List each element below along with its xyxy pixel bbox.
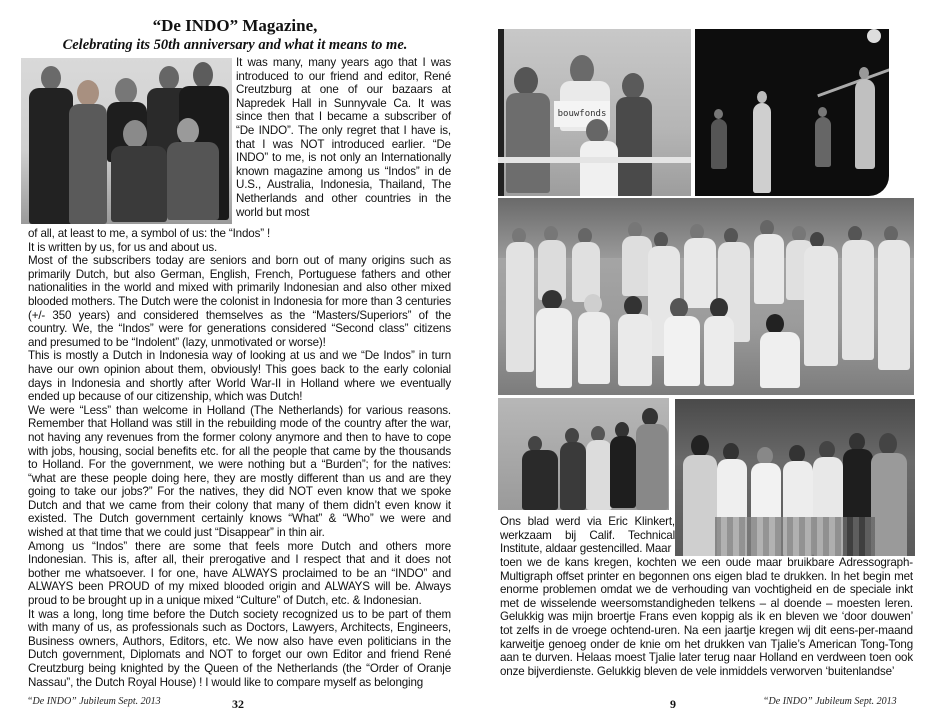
- caption-intro-text: Ons blad werd via Eric Klinkert, werkzaam bij Calif. Technical Institute, aldaar gestencilled. Maar: [500, 515, 675, 556]
- paragraph: It was a long, long time before the Dutch society recognized us to be part of them with many of us, as professionals such as Doctors, Lawyers, Architects, Engineers, Business owners, Authors, Editors, etc. We now also have even politicians in the Dutch government, Diplomats and NOT to forget our own Editor and friend René Creutzburg being knighted by the Queen of the Netherlands (the “Order of Oranje Nassau”, the Dutch Royal House) ! I would like to compare myself as belonging: [28, 607, 451, 689]
- lead-paragraph: [236, 56, 451, 219]
- photo-choir-singing: [498, 398, 669, 510]
- paragraph: of all, at least to me, a symbol of us: the “Indos” !: [28, 227, 271, 240]
- group-photo-seven-people: [21, 58, 232, 224]
- photo-children-fundraiser: [498, 29, 691, 196]
- photo-group-traditional-dress: [675, 399, 915, 556]
- article-subtitle: Celebrating its 50th anniversary and what it means to me.: [62, 37, 408, 53]
- article-body: [28, 227, 451, 689]
- sign-bouwfonds: bouwfonds: [554, 101, 610, 127]
- page-number: 9: [670, 697, 676, 711]
- photo-volleyball-game: [695, 29, 889, 196]
- caption-intro: [500, 515, 675, 556]
- page-number: 32: [232, 697, 244, 711]
- footer-caption: “De INDO” Jubileum Sept. 2013: [27, 696, 161, 707]
- caption-continued-text: toen we de kans kregen, kochten we een oude maar bruikbare Adressograph-Multigraph offset printer en begonnen ons eigen blad te drukken. In het begin met enorme problemen omdat we de verhouding van vochtigheid en de speciale inkt met de wisselende weersomstandigheden telkens – al doende – moesten leren. Gelukkig was mijn broertje Frans even koppig als ik en bleven we ‘door douwen’ tot zelfs in de vroege ochtend-uren. Na een jaartje kregen wij dit eens-per-maand karweitje genoeg onder de knie om het drukken van Tjalie’s American Tong-Tong aan te durven. Helaas moest Tjalie later terug naar Holland en verdween toen ook onze bijverdienste. Gelukkig bleven de vele inmiddels verworven ‘buitenlandse’: [500, 556, 913, 678]
- paragraph: Among us “Indos” there are some that feels more Dutch and others more Indonesian. This is, after all, their prerogative and I respect that and it does not bother me whatsoever. I for one, have ALWAYS proclaimed to be an “INDO” and ALWAYS been PROUD of my mixed blooded origin and ALWAYS will be. Always proud to be brought up in a unique mixed “Culture” of Dutch, etc. & Indonesian.: [28, 539, 451, 608]
- paragraph: We were “Less” than welcome in Holland (The Netherlands) for various reasons. Remember that Holland was still in the rebuilding mode of the country after the war, not having any revenues from the former colony anymore and then to have to cope with jobs, housing, social benefits etc. for all the people that came by the thousands to Holland. For the government, we were nothing but a “Burden”; for the natives: “what are these people doing here, they are mostly different than us and are they going to take our jobs?” For the natives, they did NOT even know that we spoke Dutch and that we came from their colony that many of them didn’t even know it existed. The Dutch government certainly knows “What” & “Who” we were and wished at that time that we could just “Disappear” in thin air.: [28, 403, 451, 540]
- footer-caption: “De INDO” Jubileum Sept. 2013: [763, 696, 897, 707]
- paragraph: This is mostly a Dutch in Indonesia way of looking at us and we “De Indos” in turn have our own opinion about them, obviously! This goes back to the early colonial days in Indonesia and shortly after World War-II in Holland where we eventually ended up because of our citizenship, which was Dutch!: [28, 349, 451, 404]
- caption-continued: [500, 556, 913, 678]
- article-title: “De INDO” Magazine,: [152, 16, 318, 35]
- paragraph: Most of the subscribers today are seniors and born out of many origins such as primarily Dutch, but also German, English, French, Portuguese fathers and other nationalities in the world and mixed with primarily Indonesian and also other mixed blooded mothers. The Dutch were the colonist in Indonesia for more than 3 centuries (+/- 350 years) and considered themselves as the “Masters/Superiors” of the country. We, the “Indos” were for generations considered “Second class” citizens and presumed to be “Indolent” (lazy, unmotivated or worse)!: [28, 254, 451, 349]
- paragraph: It is written by us, for us and about us.: [28, 240, 218, 254]
- photo-sports-team-group: [498, 198, 914, 395]
- right-page: [470, 0, 940, 726]
- lead-paragraph-text: It was many, many years ago that I was introduced to our friend and editor, René Creutzburg at one of our bazaars at Napredek Hall in Sunnyvale Ca. It was since then that I became a subscriber of “De INDO”. The only regret that I have is, that I was NOT introduced earlier. “De INDO” to me, is not only an Internationally known magazine among us “Indos” in de U.S., Australia, Indonesia, Thailand, The Netherlands and other countries in the world but most: [236, 56, 451, 219]
